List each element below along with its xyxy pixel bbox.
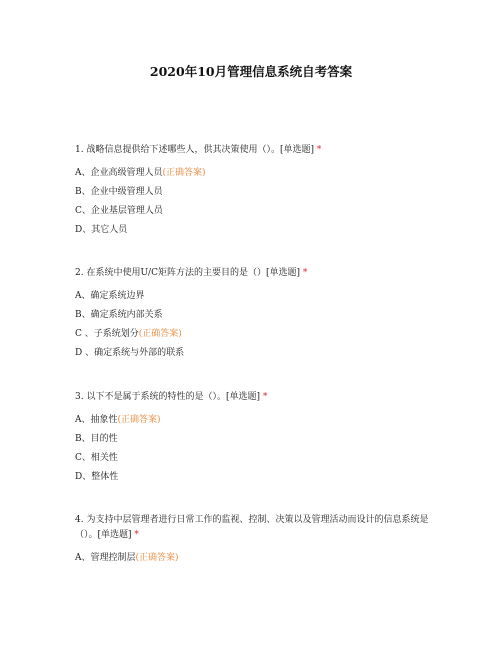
option-c: [75, 204, 445, 219]
question-stem: [75, 143, 445, 158]
question-stem: [75, 513, 445, 543]
question-3: [75, 390, 445, 489]
option-a: [75, 413, 445, 428]
option-text: A、管理控制层: [75, 553, 136, 563]
required-mark: *: [302, 268, 308, 278]
option-c: [75, 451, 445, 466]
correct-answer-mark: (正确答案): [117, 415, 161, 425]
correct-answer-mark: (正确答案): [162, 168, 206, 178]
question-stem: [75, 266, 445, 281]
option-text: B、企业中级管理人员: [75, 187, 163, 197]
option-text: B、目的性: [75, 434, 118, 444]
question-text: 3. 以下不是属于系统的特性的是（）。[单选题]: [75, 392, 260, 402]
option-d: [75, 470, 445, 485]
option-a: [75, 166, 445, 181]
question-stem: [75, 390, 445, 405]
option-text: D 、确定系统与外部的联系: [75, 348, 185, 358]
question-2: [75, 266, 445, 365]
option-d: [75, 223, 445, 238]
option-text: A、抽象性: [75, 415, 118, 425]
question-text: 2. 在系统中使用U/C矩阵方法的主要目的是（）[单选题]: [75, 268, 300, 278]
option-text: B、确定系统内部关系: [75, 310, 163, 320]
option-a: [75, 289, 445, 304]
option-text: C、企业基层管理人员: [75, 206, 163, 216]
option-d: [75, 346, 445, 361]
required-mark: *: [262, 392, 268, 402]
required-mark: *: [316, 145, 322, 155]
option-text: A、企业高级管理人员: [75, 168, 163, 178]
option-text: D、其它人员: [75, 225, 128, 235]
correct-answer-mark: (正确答案): [138, 329, 182, 339]
option-b: [75, 308, 445, 323]
option-b: [75, 432, 445, 447]
option-text: C 、子系统划分: [75, 329, 139, 339]
required-mark: *: [134, 530, 139, 540]
option-b: [75, 185, 445, 200]
correct-answer-mark: (正确答案): [135, 553, 179, 563]
option-c: [75, 327, 445, 342]
option-a: [75, 551, 445, 566]
option-text: D、整体性: [75, 472, 119, 482]
document-title: 2020年10月管理信息系统自考答案: [149, 64, 353, 79]
question-4: [75, 513, 445, 570]
question-text: 1. 战略信息提供给下述哪些人，供其决策使用（）。[单选题]: [75, 145, 314, 155]
option-text: A、确定系统边界: [75, 291, 145, 301]
option-text: C、相关性: [75, 453, 118, 463]
question-1: [75, 143, 445, 242]
question-text: 4. 为支持中层管理者进行日常工作的监视、控制、决策以及管理活动而设计的信息系统是（）。[单选题]: [75, 515, 429, 540]
